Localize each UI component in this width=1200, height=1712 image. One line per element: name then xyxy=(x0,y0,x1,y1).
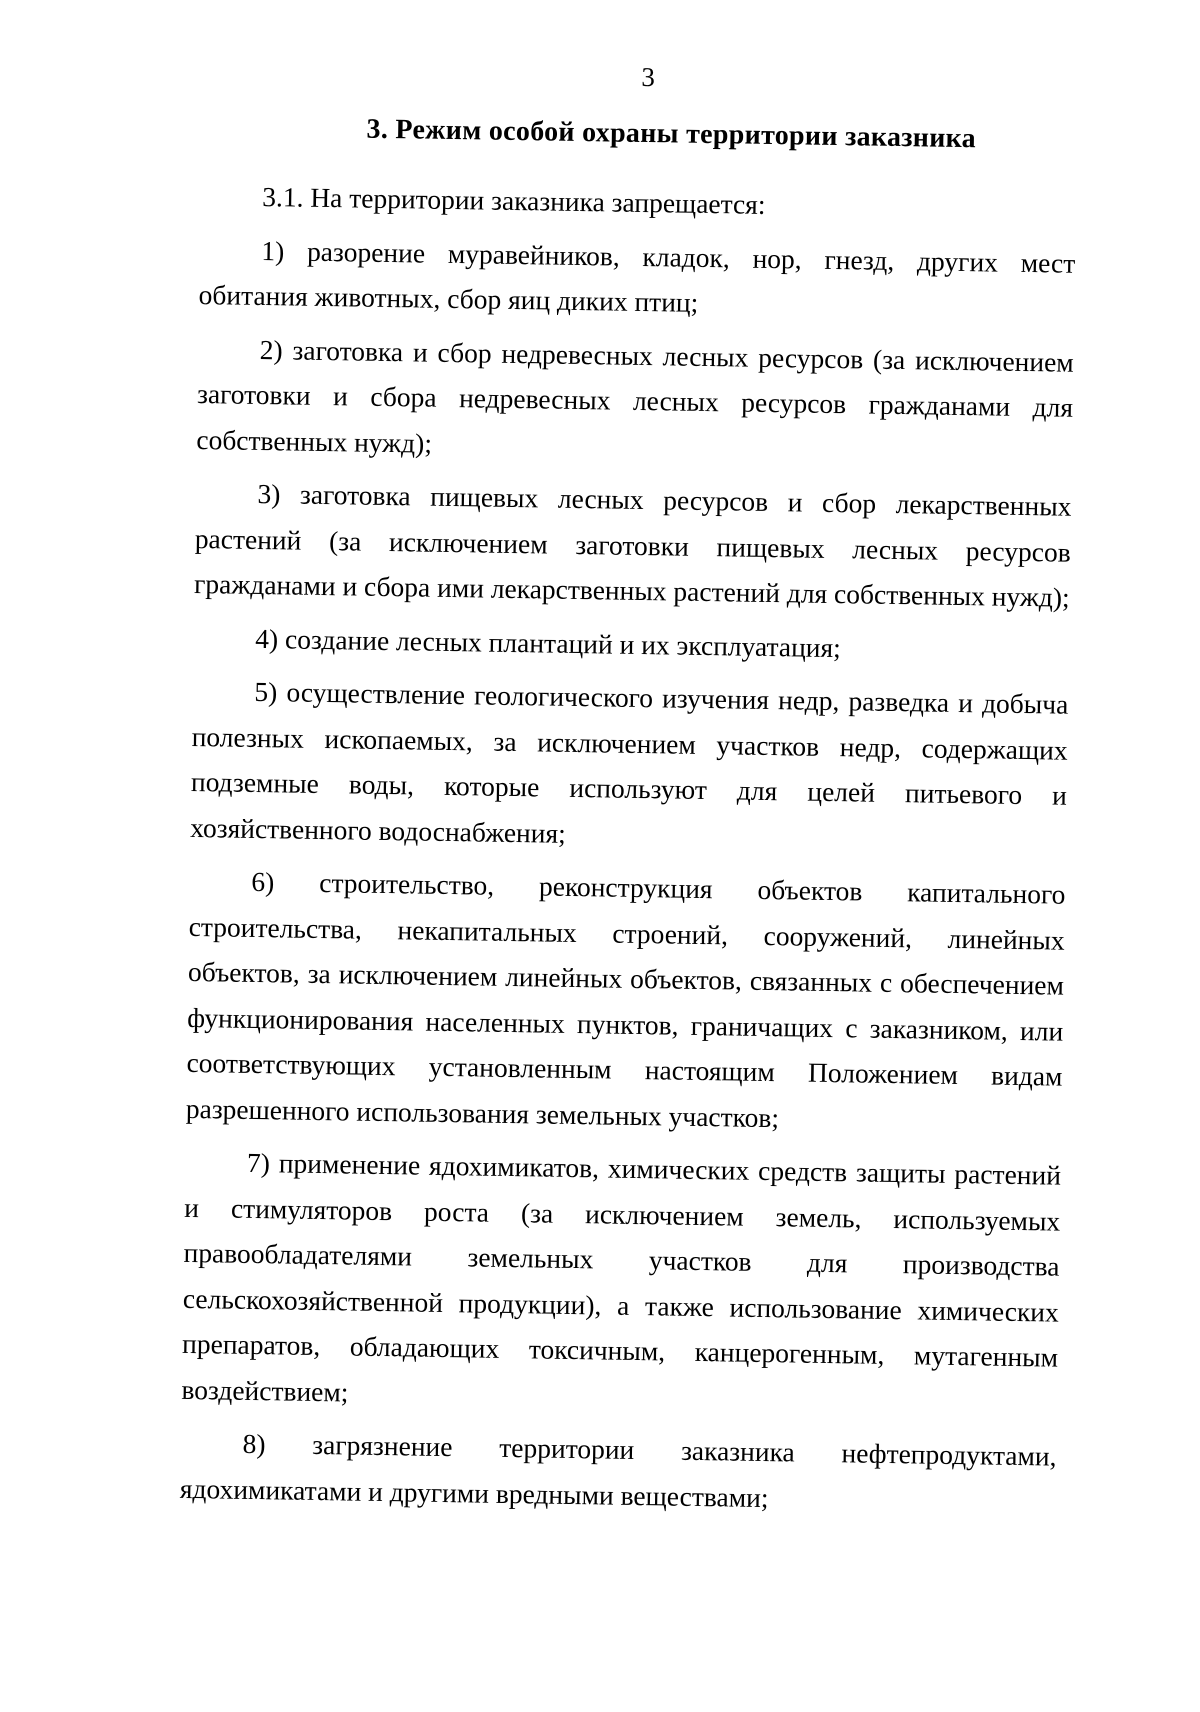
list-item-5: 5) осуществление геологического изучения недр, разведка и добыча полезных ископаемых, за исключением участков недр, содержащих подземные воды, которые используют для целей питьевого и хозяйственного водоснабжения; xyxy=(190,675,1069,849)
list-item-1: 1) разорение муравейников, кладок, нор, гнезд, других мест обитания животных, сбор яиц диких птиц; xyxy=(198,234,1076,318)
document-body xyxy=(179,173,1076,1533)
list-item-7: 7) применение ядохимикатов, химических средств защиты растений и стимуляторов роста (за исключением земель, используемых правообладателями земельных участков для производства сельскохозяйственной продукции), а также использование химических препаратов, обладающих токсичным, канцерогенным, мутагенным воздействием; xyxy=(181,1146,1062,1407)
list-item-2: 2) заготовка и сбор недревесных лесных ресурсов (за исключением заготовки и сбора недревесных лесных ресурсов гражданами для собственных нужд); xyxy=(196,333,1074,459)
list-item-8: 8) загрязнение территории заказника нефтепродуктами, ядохимикатами и другими вредными веществами; xyxy=(179,1427,1057,1513)
list-item-3: 3) заготовка пищевых лесных ресурсов и сбор лекарственных растений (за исключением заготовки пищевых лесных ресурсов гражданами и сбора ими лекарственных растений для собственных нужд); xyxy=(193,477,1072,613)
section-heading: 3. Режим особой охраны территории заказника xyxy=(366,113,977,155)
list-item-6: 6) строительство, реконструкция объектов капитального строительства, некапитальных строений, сооружений, линейных объектов, за исключением линейных объектов, связанных с обеспечением функционирования населенных пунктов, граничащих с заказником, или соответствующих установленным настоящим Положением видам разрешенного использования земельных участков; xyxy=(185,865,1066,1133)
intro-paragraph: 3.1. На территории заказника запрещается: xyxy=(261,180,766,220)
list-item-4: 4) создание лесных плантаций и их эксплуатация; xyxy=(255,622,842,663)
page-number: 3 xyxy=(641,61,656,93)
